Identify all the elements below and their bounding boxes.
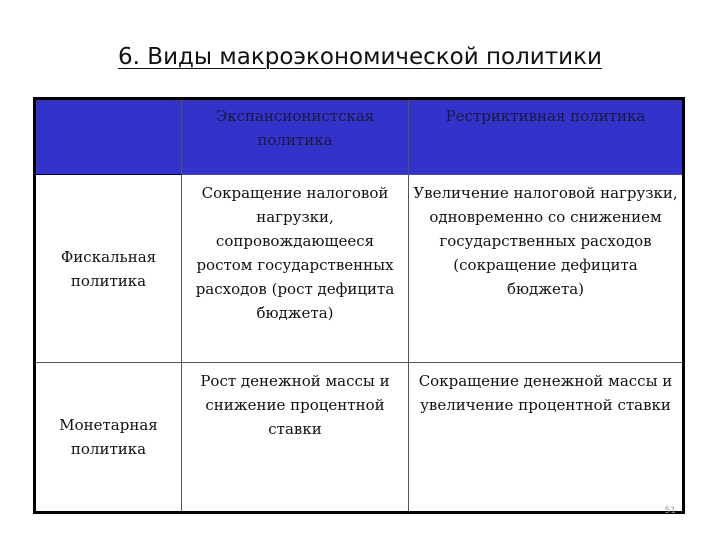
row-label-fiscal: Фискальная политика (35, 175, 182, 363)
cell-fiscal-restrictive: Увеличение налоговой нагрузки, одновременно со снижением государственных расходов (сокращение дефицита бюджета) (409, 175, 684, 363)
table-header-row (35, 99, 684, 175)
table-row-monetary (35, 363, 684, 513)
cell-monetary-expansionary: Рост денежной массы и снижение процентной ставки (182, 363, 409, 513)
header-restrictive: Рестриктивная политика (409, 99, 684, 175)
cell-monetary-restrictive: Сокращение денежной массы и увеличение процентной ставки (409, 363, 684, 513)
row-label-monetary: Монетарная политика (35, 363, 182, 513)
slide-title-text: 6. Виды макроэкономической политики (118, 44, 602, 70)
cell-fiscal-expansionary: Сокращение налоговой нагрузки, сопровождающееся ростом государственных расходов (рост дефицита бюджета) (182, 175, 409, 363)
header-corner-cell (35, 99, 182, 175)
page-number: 51 (664, 506, 676, 516)
policy-table (33, 97, 685, 514)
table-row-fiscal (35, 175, 684, 363)
header-expansionary: Экспансионистская политика (182, 99, 409, 175)
slide-title (0, 44, 720, 70)
